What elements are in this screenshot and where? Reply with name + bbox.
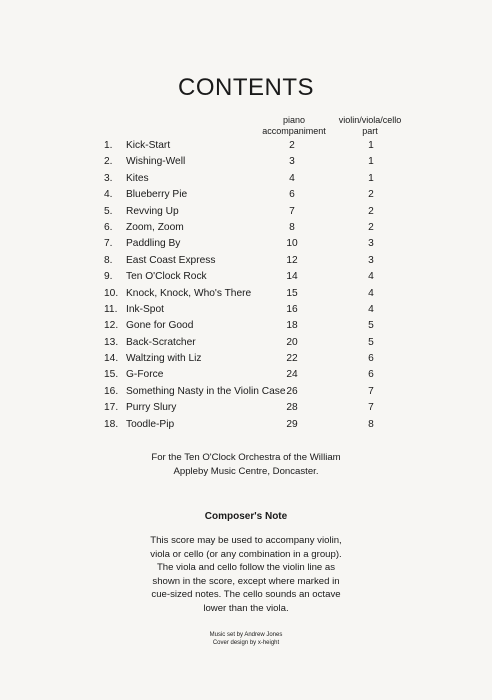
- entry-piano-page: 18: [286, 320, 298, 332]
- entry-title: Revving Up: [126, 205, 179, 217]
- entry-piano-page: 29: [286, 418, 298, 430]
- entry-piano-page: 26: [286, 385, 298, 397]
- entry-piano-page: 12: [286, 254, 298, 266]
- entry-part-page: 7: [368, 385, 374, 397]
- entry-piano-page: 3: [289, 156, 295, 168]
- contents-row: [104, 351, 404, 367]
- entry-number: 18.: [104, 418, 119, 430]
- entry-piano-page: 16: [286, 303, 298, 315]
- entry-piano-page: 2: [289, 140, 295, 151]
- entry-piano-page: 6: [289, 189, 295, 201]
- contents-row: [104, 204, 404, 220]
- entry-title: Ten O'Clock Rock: [126, 271, 207, 283]
- contents-row: [104, 417, 404, 433]
- dedication: For the Ten O'Clock Orchestra of the William Appleby Music Centre, Doncaster.: [151, 452, 341, 477]
- contents-row: [104, 171, 404, 187]
- entry-number: 8.: [104, 254, 113, 266]
- entry-number: 6.: [104, 221, 113, 233]
- entry-piano-page: 24: [286, 369, 298, 381]
- entry-title: Knock, Knock, Who's There: [126, 287, 252, 299]
- entry-part-page: 4: [368, 271, 374, 283]
- composer-note-heading: Composer's Note: [204, 511, 288, 522]
- entry-title: Kick-Start: [126, 140, 171, 151]
- entry-number: 5.: [104, 205, 113, 217]
- entry-title: Zoom, Zoom: [126, 221, 184, 233]
- contents-row: [104, 253, 404, 269]
- entry-title: Something Nasty in the Violin Case: [126, 385, 286, 397]
- contents-row: [104, 367, 404, 383]
- entry-number: 1.: [104, 140, 113, 151]
- entry-piano-page: 10: [286, 238, 298, 250]
- entry-piano-page: 7: [289, 205, 295, 217]
- entry-title: Waltzing with Liz: [126, 353, 202, 365]
- entry-part-page: 7: [368, 402, 374, 414]
- entry-number: 9.: [104, 271, 113, 283]
- entry-title: East Coast Express: [126, 254, 216, 266]
- column-header-piano: piano accompaniment: [262, 115, 326, 136]
- contents-row: [104, 236, 404, 252]
- entry-part-page: 6: [368, 369, 374, 381]
- contents-row: [104, 269, 404, 285]
- entry-number: 16.: [104, 385, 119, 397]
- entry-part-page: 5: [368, 320, 374, 332]
- entry-part-page: 3: [368, 238, 374, 250]
- entry-piano-page: 15: [286, 287, 298, 299]
- contents-row: [104, 138, 404, 154]
- entry-part-page: 5: [368, 336, 374, 348]
- entry-title: Gone for Good: [126, 320, 194, 332]
- entry-title: Blueberry Pie: [126, 189, 188, 201]
- contents-row: [104, 318, 404, 334]
- entry-part-page: 1: [368, 156, 374, 168]
- entry-title: Back-Scratcher: [126, 336, 196, 348]
- entry-number: 17.: [104, 402, 119, 414]
- composer-note-body: This score may be used to accompany violin, viola or cello (or any combination in a group). The viola and cello follow the violin line as shown in the score, except where marked in cue-sized notes. The cello sounds an octave lower than the viola.: [150, 535, 342, 614]
- entry-number: 4.: [104, 189, 113, 201]
- entry-part-page: 6: [368, 353, 374, 365]
- contents-row: [104, 400, 404, 416]
- entry-piano-page: 22: [286, 353, 298, 365]
- contents-row: [104, 335, 404, 351]
- contents-row: [104, 384, 404, 400]
- entry-number: 2.: [104, 156, 113, 168]
- entry-number: 15.: [104, 369, 119, 381]
- entry-number: 10.: [104, 287, 119, 299]
- entry-piano-page: 4: [289, 172, 295, 184]
- entry-number: 7.: [104, 238, 113, 250]
- entry-number: 13.: [104, 336, 119, 348]
- entry-title: Paddling By: [126, 238, 181, 250]
- entry-title: Ink-Spot: [126, 303, 164, 315]
- contents-row: [104, 220, 404, 236]
- entry-number: 3.: [104, 172, 113, 184]
- contents-row: [104, 286, 404, 302]
- entry-piano-page: 8: [289, 221, 295, 233]
- column-header-part: violin/viola/cello part: [338, 115, 402, 136]
- entry-title: Kites: [126, 172, 149, 184]
- entry-number: 14.: [104, 353, 119, 365]
- entry-part-page: 2: [368, 221, 374, 233]
- entry-part-page: 3: [368, 254, 374, 266]
- entry-piano-page: 28: [286, 402, 298, 414]
- entry-title: Purry Slury: [126, 402, 177, 414]
- entry-number: 11.: [104, 303, 118, 315]
- entry-title: Toodle-Pip: [126, 418, 175, 430]
- entry-part-page: 4: [368, 303, 374, 315]
- contents-list: [104, 138, 404, 433]
- entry-part-page: 4: [368, 287, 374, 299]
- entry-piano-page: 14: [286, 271, 298, 283]
- entry-piano-page: 20: [286, 336, 298, 348]
- entry-part-page: 1: [368, 140, 374, 151]
- page-title: CONTENTS: [178, 74, 314, 101]
- contents-row: [104, 154, 404, 170]
- entry-part-page: 2: [368, 189, 374, 201]
- contents-row: [104, 187, 404, 203]
- entry-number: 12.: [104, 320, 119, 332]
- entry-title: G-Force: [126, 369, 164, 381]
- entry-part-page: 1: [368, 172, 374, 184]
- entry-part-page: 8: [368, 418, 374, 430]
- entry-title: Wishing-Well: [126, 156, 186, 168]
- credits: Music set by Andrew Jones Cover design by x-height: [209, 632, 283, 646]
- contents-row: [104, 302, 404, 318]
- entry-part-page: 2: [368, 205, 374, 217]
